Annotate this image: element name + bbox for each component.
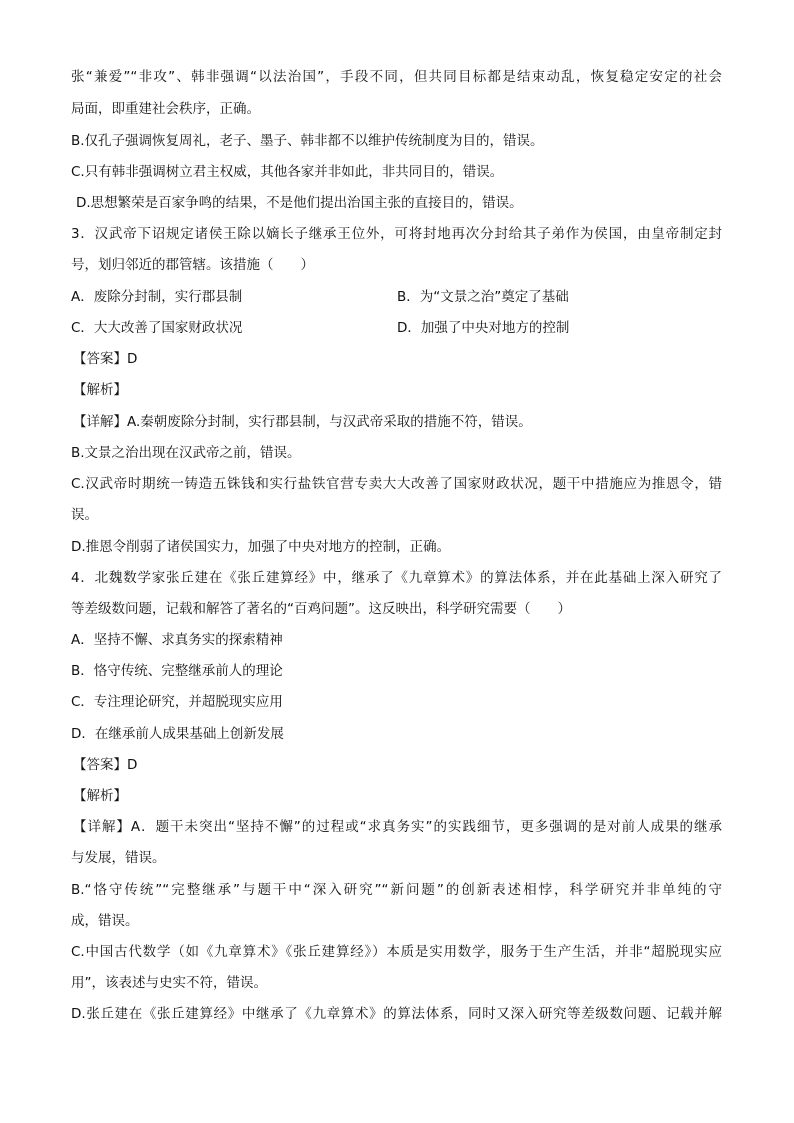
question-3-stem: 3．汉武帝下诏规定诸侯王除以嫡长子继承王位外，可将封地再次分封给其子弟作为侯国，由皇帝制定封	[71, 226, 722, 242]
question-4-detail-a: 【详解】A．题干未突出“坚持不懈”的过程或“求真务实”的实践细节，更多强调的是对前人成果的继承	[73, 819, 722, 835]
question-4-detail-c-cont: 用”，该表述与史实不符，错误。	[71, 975, 267, 991]
question-3-option-a: A．废除分封制，实行郡县制	[71, 289, 243, 305]
question-4-option-d: D．在继承前人成果基础上创新发展	[71, 726, 284, 742]
question-4-stem-cont: 等差级数问题，记载和解答了著名的“百鸡问题”。这反映出，科学研究需要（ ）	[71, 601, 571, 617]
question-3-analysis-heading: 【解析】	[73, 382, 127, 398]
option-b-analysis: B.仅孔子强调恢复周礼，老子、墨子、韩非都不以维护传统制度为目的，错误。	[71, 133, 544, 149]
question-3-stem-cont: 号，划归邻近的郡管辖。该措施（ ）	[71, 257, 314, 273]
question-3-detail-d: D.推恩令削弱了诸侯国实力，加强了中央对地方的控制，正确。	[71, 539, 451, 555]
paragraph-line: 张“兼爱”“非攻”、韩非强调“以法治国”，手段不同，但共同目标都是结束动乱，恢复稳定安定的社会	[71, 69, 722, 85]
question-3-answer: 【答案】D	[73, 351, 138, 367]
question-4-answer: 【答案】D	[73, 757, 138, 773]
question-4-analysis-heading: 【解析】	[73, 788, 127, 804]
question-4-detail-c: C.中国古代数学（如《九章算术》《张丘建算经》）本质是实用数学，服务于生产生活，并非“超脱现实应	[71, 944, 722, 960]
question-4-detail-d: D.张丘建在《张丘建算经》中继承了《九章算术》的算法体系，同时又深入研究等差级数问题、记载并解	[71, 1006, 722, 1022]
question-4-stem: 4．北魏数学家张丘建在《张丘建算经》中，继承了《九章算术》的算法体系，并在此基础上深入研究了	[71, 570, 722, 586]
question-3-detail-a: 【详解】A.秦朝废除分封制，实行郡县制，与汉武帝采取的措施不符，错误。	[73, 414, 532, 430]
question-3-option-d: D．加强了中央对地方的控制	[397, 320, 570, 336]
question-3-option-c: C．大大改善了国家财政状况	[71, 320, 243, 336]
option-d-analysis: D.思想繁荣是百家争鸣的结果，不是他们提出治国主张的直接目的，错误。	[76, 195, 523, 211]
question-4-option-c: C．专注理论研究，并超脱现实应用	[71, 694, 283, 710]
question-3-detail-b: B.文景之治出现在汉武帝之前，错误。	[71, 445, 301, 461]
question-4-detail-a-cont: 与发展，错误。	[71, 850, 166, 866]
option-c-analysis: C.只有韩非强调树立君主权威，其他各家并非如此，非共同目的，错误。	[71, 164, 504, 180]
question-4-option-a: A．坚持不懈、求真务实的探索精神	[71, 632, 283, 648]
paragraph-line: 局面，即重建社会秩序，正确。	[71, 101, 260, 117]
question-3-detail-c: C.汉武帝时期统一铸造五铢钱和实行盐铁官营专卖大大改善了国家财政状况，题干中措施应为推恩令，错	[71, 476, 722, 492]
question-4-detail-b-cont: 成，错误。	[71, 913, 139, 929]
question-4-detail-b: B.“恪守传统”“完整继承”与题干中“深入研究”“新问题”的创新表述相悖，科学研究并非单纯的守	[71, 882, 722, 898]
question-4-option-b: B．恪守传统、完整继承前人的理论	[71, 663, 283, 679]
question-3-detail-c-cont: 误。	[71, 507, 98, 523]
question-3-option-b: B．为“文景之治”奠定了基础	[397, 289, 569, 305]
